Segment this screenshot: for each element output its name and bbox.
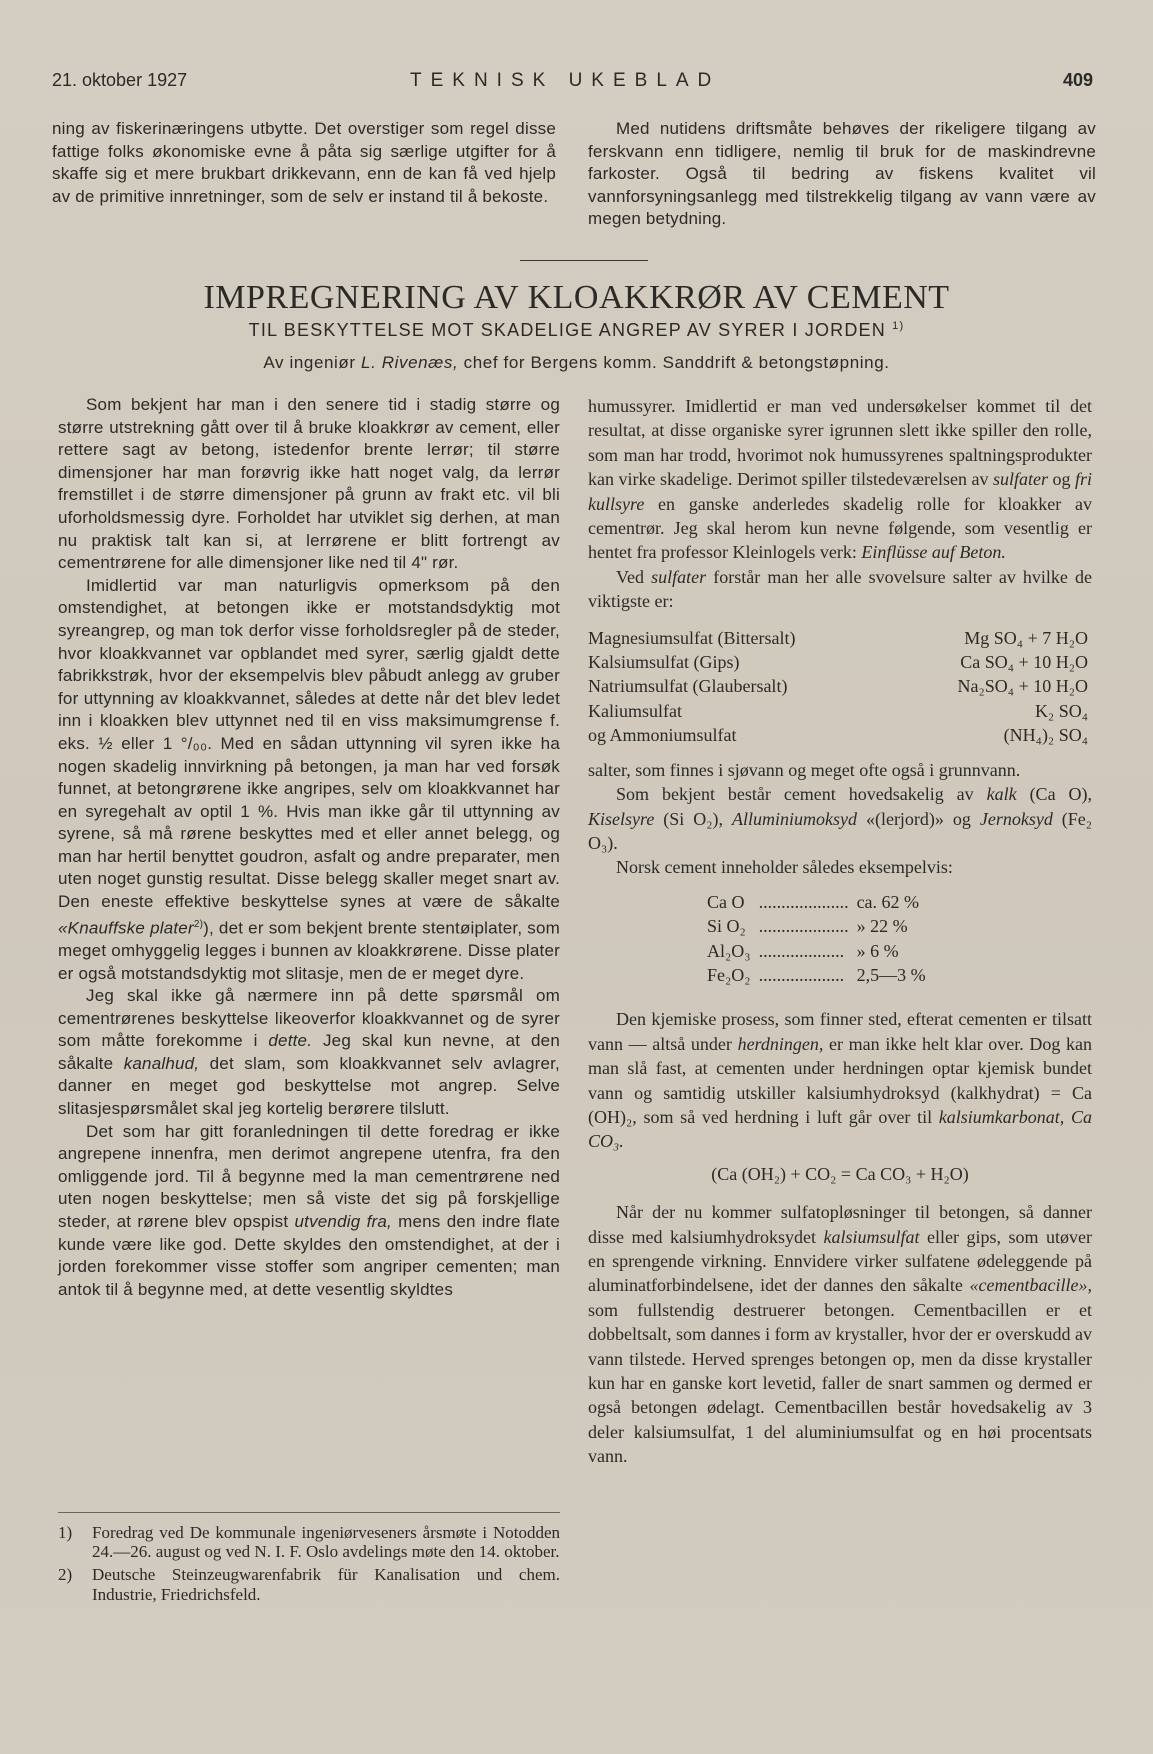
left-p2-half: ½ [98, 733, 113, 753]
cement-dots: .................... [758, 916, 849, 937]
right-p1-sulfater: sulfater [992, 469, 1048, 490]
salt-formula: (NH₄)₂ SO₄ [1003, 725, 1088, 746]
footnote-2 [58, 1565, 560, 1603]
article-subtitle [0, 320, 1153, 341]
footnote-1 [58, 1523, 560, 1561]
right-p6-herdningen: herdningen, [737, 1033, 824, 1054]
salt-formula: Ca SO₄ + 10 H₂O [960, 652, 1088, 673]
right-paragraph-3: salter, som finnes i sjøvann og meget ofte også i grunnvann. [588, 759, 1021, 780]
left-p2-text-b: Med en sådan uttynning vil syren ikke ha nogen skadelig innvirkning på betongen, ja man har ved forsøk funnet, at betongrørene ikke angripes, selv om kloakkvannet har en syregehalt av optil 1 %. Hvis man ikke går til uttynning av syrene, så må rørene beskyttes med et eller annet belegg, og man har hertil benyttet goudron, asfalt og andre preparater, men uten noget gunstig resultat. Disse belegg skaller meget snart av. Den eneste effektive beskyttelse synes at være de såkalte [58, 733, 560, 912]
article-left-column [58, 394, 560, 1301]
left-paragraph-2 [58, 575, 560, 985]
footnote-1-text: Foredrag ved De kommunale ingeniørveseners årsmøte i Notodden 24.—26. august og ved N. I. F. Oslo avdelings møte den 14. oktober. [92, 1523, 560, 1562]
left-paragraph-3 [58, 985, 560, 1121]
left-paragraph-4 [58, 1121, 560, 1302]
salt-row [588, 626, 1088, 650]
article-subtitle-text: TIL BESKYTTELSE MOT SKADELIGE ANGREP AV SYRER I JORDEN [248, 320, 886, 340]
cement-row [703, 939, 930, 963]
subtitle-footnote-mark: 1) [892, 320, 905, 332]
footnote-2-mark: 2) [58, 1565, 73, 1585]
right-p4-text-c: (Si O₂), [663, 808, 724, 829]
cement-row [703, 914, 930, 938]
cement-dots: ................... [758, 940, 845, 961]
left-p2-knauff: «Knauffske plater [58, 918, 194, 938]
footnote-2-text: Deutsche Steinzeugwarenfabrik für Kanalisation und chem. Industrie, Friedrichsfeld. [92, 1565, 560, 1604]
cement-composition-table [703, 890, 930, 988]
salt-name: Natriumsulfat (Glaubersalt) [588, 676, 788, 697]
left-p4-text-a: Det som har gitt foranledningen til dette foredrag er ikke angrepene innenfra, men derimot angrepene utenfra, fra den omliggende jord. Til å begynne med la man cementrørene ned uten nogen beskyttelse; men så viste det sig på forskjellige steder, at rørene blev opspist [58, 1121, 560, 1232]
left-paragraph-1: Som bekjent har man i den senere tid i stadig større og større utstrekning gått over til å bruke kloakkrør av cement, eller rettere sagt av betong, istedenfor brente lerrør; til større dimensjoner har man forøvrig ikke hatt noget valg, da lerrør fremstillet i de større dimensjoner på grunn av frakt etc. vil bli uforholdsmessig dyre. Forholdet har utviklet sig derhen, at man nu praktisk talt kan si, at lerrørene er blitt fortrengt av cementrørene for alle dimensjoner like ned til 4" rør. [58, 395, 560, 573]
right-p4-jernoksyd: Jernoksyd [979, 808, 1053, 829]
salt-formula: K₂ SO₄ [1034, 700, 1088, 721]
right-paragraph-2 [588, 565, 1092, 614]
left-p2-footnote-mark: 2) [193, 918, 204, 930]
salt-formula: Mg SO₄ + 7 H₂O [964, 627, 1088, 648]
right-paragraph-6 [588, 1007, 1092, 1153]
left-p3-kanalhud: kanalhud, [123, 1053, 200, 1073]
previous-article-left-column [52, 118, 556, 208]
byline-prefix: Av ingeniør [263, 353, 356, 372]
salt-name: og Ammoniumsulfat [588, 725, 737, 746]
right-p4-text-e: (Fe₂ O₃). [588, 808, 1093, 853]
left-p3-text-a: Jeg skal ikke gå nærmere inn på dette spørsmål om cementrørenes beskyttelse likeoverfor kloakkvannet og de syrer som måtte forekomme i [58, 986, 560, 1051]
right-paragraph-5: Norsk cement inneholder således eksempelvis: [616, 857, 953, 878]
right-paragraph-4 [588, 782, 1092, 855]
cement-value: » 22 % [856, 916, 908, 937]
salt-row [588, 723, 1088, 747]
header-journal-title: TEKNISK UKEBLAD [410, 70, 721, 91]
right-p2-text-b: forstår man her alle svovelsure salter av hvilke de viktigste er: [588, 566, 1093, 612]
right-paragraph-1 [588, 394, 1092, 565]
cement-dots: ................... [758, 964, 845, 985]
footnote-1-mark: 1) [58, 1523, 73, 1542]
right-p6-karbonat: kalsiumkarbonat, Ca CO₃. [588, 1106, 1093, 1152]
header-page-number: 409 [1063, 70, 1094, 90]
left-p4-utvendig: utvendig fra, [294, 1212, 392, 1232]
previous-article-left-text: ning av fiskerinæringens utbytte. Det overstiger som regel disse fattige folks økonomiske evne å påta sig særlige utgifter for å skaffe sig et mere brukbart drikkevann, enn de kan få ved hjelp av de primitive innretninger, som de selv er instand til å bekoste. [52, 119, 556, 206]
right-p1-book-title: Einflüsse auf Beton. [861, 542, 1006, 563]
salt-name: Kaliumsulfat [588, 700, 682, 721]
left-p3-text-b: Jeg skal kun nevne, at den såkalte [58, 1031, 560, 1073]
right-p4-aluminium: Alluminiumoksyd [732, 808, 857, 829]
right-p1-kullsyre: fri kullsyre [588, 469, 1093, 514]
article-right-column [588, 394, 1092, 1469]
right-p4-text-a: Som bekjent består cement hovedsakelig av [616, 784, 974, 805]
salt-name: Magnesiumsulfat (Bittersalt) [588, 627, 796, 648]
cement-row [703, 890, 930, 914]
right-p1-og: og [1052, 469, 1071, 490]
right-p7-cementbacille: «cementbacille», [969, 1275, 1092, 1296]
left-p4-text-b: mens den indre flate kunde være like god. Dette skyldes den omstendighet, at der i jorden forekommer visse stoffer som angriper cementen; man antok til å begynne med, at dette vesentlig skyldtes [58, 1212, 560, 1299]
right-p4-text-b: (Ca O), [1029, 784, 1092, 805]
right-p2-text-a: Ved [616, 566, 644, 587]
article-title: IMPREGNERING AV KLOAKKRØR AV CEMENT [203, 279, 950, 316]
salt-row [588, 699, 1088, 723]
right-p2-sulfater: sulfater [651, 566, 707, 587]
right-p4-text-d: «(lerjord)» og [865, 808, 971, 829]
salt-row [588, 674, 1088, 698]
right-p6-text-b: er man ikke helt klar over. Dog kan man slå fast, at cementen under herdningen optar kjemisk bundet vann og samtidig utskiller kalsiumhydroksyd (kalkhydrat) = Ca (OH)₂, som så ved herdning i luft går over til [588, 1033, 1093, 1127]
header-date: 21. oktober 1927 [52, 70, 188, 90]
previous-article-right-text: Med nutidens driftsmåte behøves der rikeligere tilgang av ferskvann enn tidligere, nemlig til bruk for de maskindrevne farkoster. Også til bedring av fiskens kvalitet vil vannforsyningsanlegg med tilstrekkelig tilgang av vann være av megen betydning. [588, 119, 1096, 229]
cement-value: » 6 % [856, 940, 899, 961]
cement-value: ca. 62 % [856, 891, 920, 912]
right-p4-kiselsyre: Kiselsyre [588, 808, 655, 829]
article-separator-rule [520, 260, 648, 261]
cement-compound: Fe₂O₂ [707, 964, 751, 985]
left-p2-text-c: ), det er som bekjent brente stentøiplater, som meget omhyggelig legges i bunnen av kloakkrørene. Disse plater er også motstandsdyktig mot slitasje, men de er meget dyre. [58, 918, 560, 983]
article-byline [0, 353, 1153, 373]
right-p1-text-b: en ganske anderledes skadelig rolle for kloakker av cementrør. Jeg skal herom kun nevne følgende, som vesentlig er hentet fra professor Kleinlogels verk: [588, 493, 1092, 563]
right-p7-text-b: eller gips, som utøver en sprengende virkning. Ennvidere virker sulfatene ødeleggende på aluminatforbindelsene, idet der dannes den såkalte [588, 1226, 1093, 1296]
sulfate-salts-table [588, 626, 1088, 748]
cement-dots: .................... [758, 891, 849, 912]
salt-row [588, 650, 1088, 674]
right-p7-kalsiumsulfat: kalsiumsulfat [823, 1226, 920, 1247]
cement-compound: Al₂O₃ [707, 940, 751, 961]
left-p2-permille: eller 1 °/₀₀. [121, 733, 213, 753]
cement-compound: Si O₂ [707, 916, 746, 937]
right-p4-kalk: kalk [986, 784, 1017, 805]
right-p7-text-a: Når der nu kommer sulfatopløsninger til betongen, så danner disse med kalsiumhydroksydet [588, 1202, 1092, 1247]
right-p1-text-a: humussyrer. Imidlertid er man ved undersøkelser kommet til det resultat, at disse organiske syrer igrunnen slett ikke spiller den rolle, som man har trodd, hvorimot nok humussyrenes spaltningsprodukter kan virke skadelige. Derimot spiller tilstedeværelsen av [588, 396, 1092, 490]
left-p3-dette: dette. [268, 1031, 313, 1051]
salt-formula: Na₂SO₄ + 10 H₂O [957, 676, 1088, 697]
right-p6-text-a: Den kjemiske prosess, som finner sted, efterat cementen er tilsatt vann — altså under [588, 1009, 1092, 1054]
cement-value: 2,5—3 % [856, 964, 926, 985]
salt-name: Kalsiumsulfat (Gips) [588, 652, 740, 673]
previous-article-right-column [588, 118, 1096, 231]
byline-suffix: chef for Bergens komm. Sanddrift & betongstøpning. [463, 353, 890, 372]
chemical-equation: (Ca (OH₂) + CO₂ = Ca CO₃ + H₂O) [711, 1163, 969, 1184]
byline-author: L. Rivenæs, [361, 353, 459, 372]
cement-compound: Ca O [707, 891, 745, 912]
left-p3-text-c: det slam, som kloakkvannet selv avlagrer, danner en meget god beskyttelse mot angrep. Selve slitasjespørsmålet skal jeg kortelig berørere tilslutt. [58, 1053, 560, 1119]
cement-row [703, 963, 930, 987]
footnotes [58, 1512, 560, 1608]
right-paragraph-7 [588, 1200, 1092, 1468]
right-p7-text-c: som fullstendig destruerer betongen. Cementbacillen er et dobbeltsalt, som dannes i form av krystaller, hvor der er overskudd av vann tilstede. Herved sprenges betongen op, men da disse krystaller kun har en ganske kort levetid, faller de snart sammen og dermed er også betongen ødelagt. Cementbacillen består hovedsakelig av 3 deler kalsiumsulfat, 1 del aluminiumsulfat og en høi procentsats vann. [588, 1299, 1092, 1467]
left-p2-text-a: Imidlertid var man naturligvis opmerksom på den omstendighet, at betongen ikke er motstandsdyktig mot syreangrep, og man tok derfor visse forholdsregler på de steder, hvor kloakkvannet var opblandet med syrer, særlig gjaldt dette fabrikkstrøk, hvor der eksempelvis blev påbudt anlegg av gruber for uttynning av kloakkvannet, således at dette når det blev ledet inn i kloakken blev uttynnet ned til en viss maksimumgrense f. eks. [58, 575, 560, 753]
